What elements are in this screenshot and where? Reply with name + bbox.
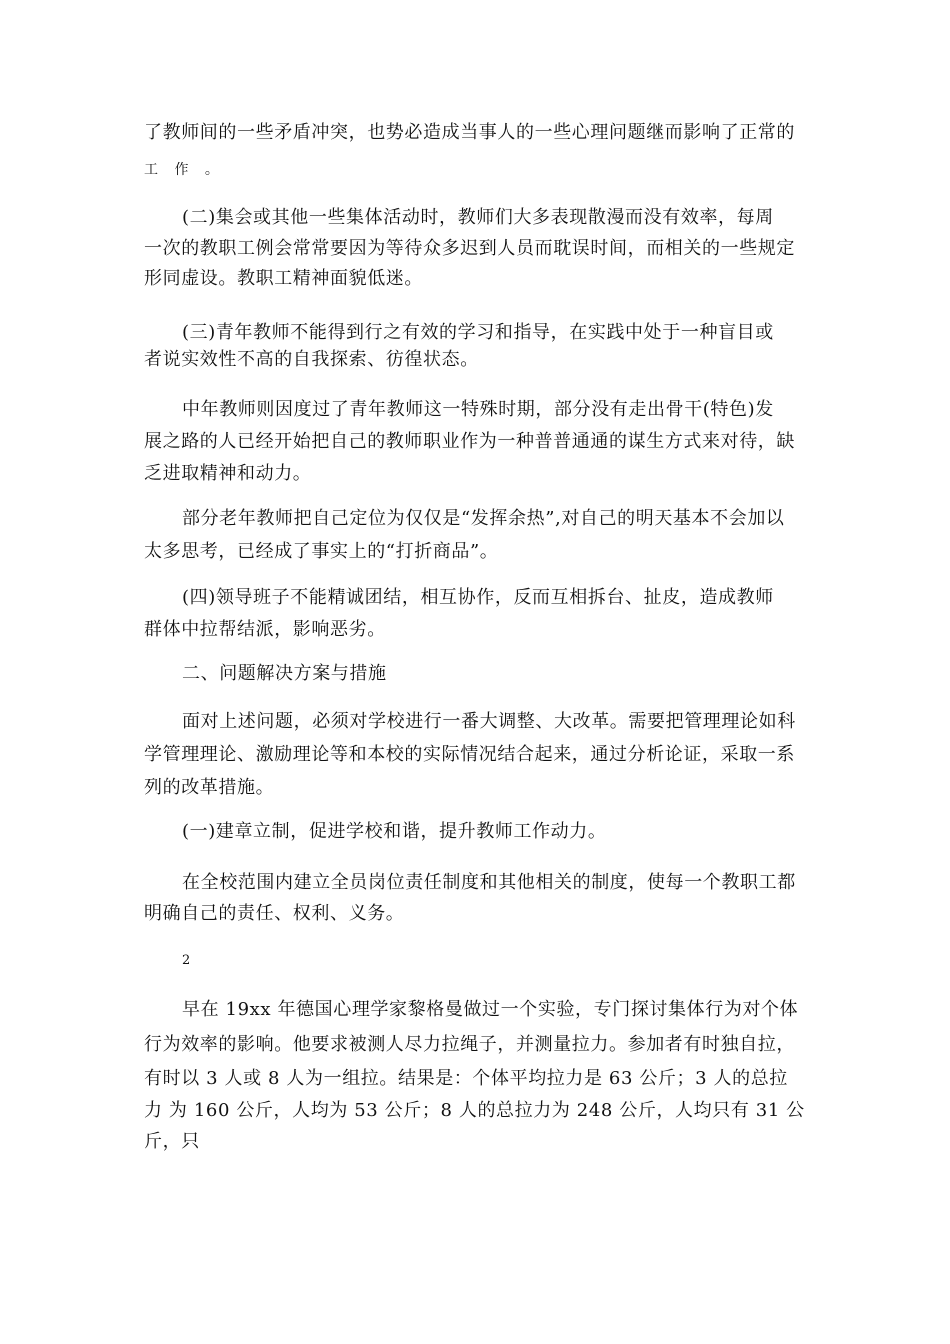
text-line: 中年教师则因度过了青年教师这一特殊时期，部分没有走出骨干(特色)发 <box>182 399 774 420</box>
text-line: 形同虚设。教职工精神面貌低迷。 <box>144 268 423 289</box>
text-line: 工 作 。 <box>144 162 225 178</box>
text-line: (三)青年教师不能得到行之有效的学习和指导，在实践中处于一种盲目或 <box>182 322 774 343</box>
text-line: 有时以 3 人或 8 人为一组拉。结果是：个体平均拉力是 63 公斤；3 人的总拉 <box>144 1068 788 1089</box>
text-line: 部分老年教师把自己定位为仅仅是“发挥余热”,对自己的明天基本不会加以 <box>182 508 785 529</box>
text-line: 列的改革措施。 <box>144 777 275 798</box>
text-line: 早在 19xx 年德国心理学家黎格曼做过一个实验，专门探讨集体行为对个体 <box>182 999 799 1020</box>
text-line: 力 为 160 公斤，人均为 53 公斤；8 人的总拉力为 248 公斤，人均只有 31 公 <box>144 1100 805 1121</box>
text-line: 在全校范围内建立全员岗位责任制度和其他相关的制度，使每一个教职工都 <box>182 872 796 893</box>
text-line: (四)领导班子不能精诚团结，相互协作，反而互相拆台、扯皮，造成教师 <box>182 587 774 608</box>
text-line: 展之路的人已经开始把自己的教师职业作为一种普普通通的谋生方式来对待，缺 <box>144 431 795 452</box>
text-line: 明确自己的责任、权利、义务。 <box>144 903 405 924</box>
text-line: 乏进取精神和动力。 <box>144 463 312 484</box>
subsection-heading: (一)建章立制，促进学校和谐，提升教师工作动力。 <box>182 821 607 842</box>
text-line: 了教师间的一些矛盾冲突，也势必造成当事人的一些心理问题继而影响了正常的 <box>144 122 795 143</box>
text-line: 群体中拉帮结派，影响恶劣。 <box>144 619 386 640</box>
text-line: 太多思考，已经成了事实上的“打折商品”。 <box>144 541 499 562</box>
text-line: 斤，只 <box>144 1131 200 1152</box>
text-line: 者说实效性不高的自我探索、彷徨状态。 <box>144 349 479 370</box>
text-line: 行为效率的影响。他要求被测人尽力拉绳子，并测量拉力。参加者有时独自拉， <box>144 1034 795 1055</box>
section-heading: 二、问题解决方案与措施 <box>182 663 387 684</box>
text-line: 面对上述问题，必须对学校进行一番大调整、大改革。需要把管理理论如科 <box>182 711 796 732</box>
text-line: 一次的教职工例会常常要因为等待众多迟到人员而耽误时间，而相关的一些规定 <box>144 238 795 259</box>
text-line: (二)集会或其他一些集体活动时，教师们大多表现散漫而没有效率，每周 <box>182 207 774 228</box>
text-line: 学管理理论、激励理论等和本校的实际情况结合起来，通过分析论证，采取一系 <box>144 744 795 765</box>
page-number: 2 <box>182 953 191 968</box>
